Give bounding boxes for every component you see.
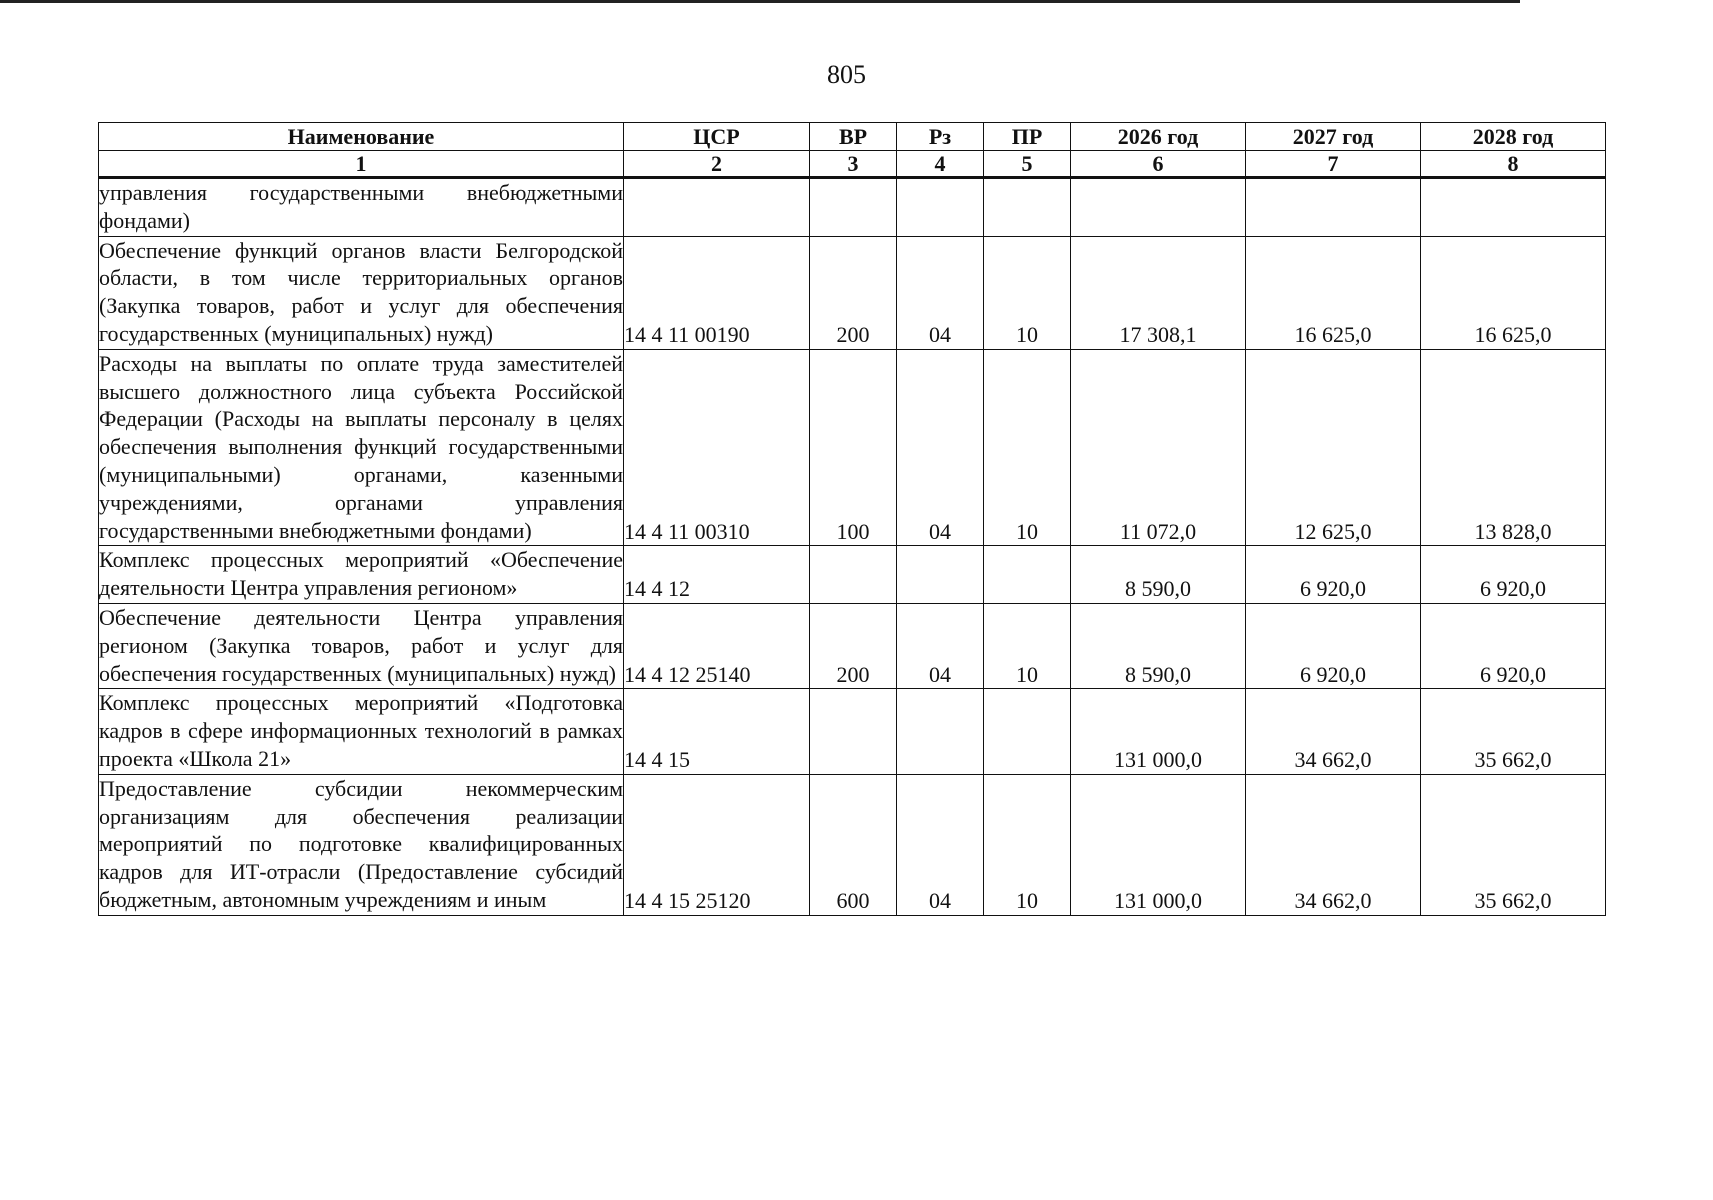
row-2027: 6 920,0	[1246, 546, 1421, 604]
row-vr	[810, 178, 897, 237]
row-2026: 8 590,0	[1071, 603, 1246, 688]
row-2027: 16 625,0	[1246, 236, 1421, 349]
table-row	[99, 178, 1606, 237]
row-name: Расходы на выплаты по оплате труда заместителей высшего должностного лица субъекта Российской Федерации (Расходы на выплаты персоналу в целях обеспечения выполнения функций государственными (муниципальными) органами, казенными учреждениями, органами управления государственными внебюджетными фондами)	[99, 349, 624, 546]
header-vr: ВР	[810, 123, 897, 151]
table-body	[99, 178, 1606, 916]
row-csr: 14 4 11 00310	[624, 349, 810, 546]
row-csr: 14 4 15	[624, 689, 810, 774]
row-rz	[897, 689, 984, 774]
row-name: Предоставление субсидии некоммерческим организациям для обеспечения реализации мероприятий по подготовке квалифицированных кадров для ИТ-отрасли (Предоставление субсидий бюджетным, автономным учреждениям и иным	[99, 774, 624, 915]
column-number-row	[99, 151, 1606, 178]
top-rule	[0, 0, 1520, 3]
row-vr: 600	[810, 774, 897, 915]
column-number: 6	[1071, 151, 1246, 178]
row-rz: 04	[897, 774, 984, 915]
row-2027: 6 920,0	[1246, 603, 1421, 688]
table-row	[99, 546, 1606, 604]
row-vr: 200	[810, 236, 897, 349]
row-2026: 131 000,0	[1071, 774, 1246, 915]
header-2028: 2028 год	[1421, 123, 1606, 151]
row-rz	[897, 546, 984, 604]
column-number: 2	[624, 151, 810, 178]
row-name: Обеспечение деятельности Центра управления регионом (Закупка товаров, работ и услуг для обеспечения государственных (муниципальных) нужд)	[99, 603, 624, 688]
row-pr: 10	[984, 603, 1071, 688]
table-row	[99, 236, 1606, 349]
row-csr: 14 4 15 25120	[624, 774, 810, 915]
row-2027: 12 625,0	[1246, 349, 1421, 546]
row-vr: 200	[810, 603, 897, 688]
row-vr: 100	[810, 349, 897, 546]
row-2028	[1421, 178, 1606, 237]
row-pr: 10	[984, 236, 1071, 349]
header-pr: ПР	[984, 123, 1071, 151]
row-2028: 35 662,0	[1421, 689, 1606, 774]
row-2028: 16 625,0	[1421, 236, 1606, 349]
row-name: управления государственными внебюджетными фондами)	[99, 178, 624, 237]
column-number: 8	[1421, 151, 1606, 178]
table-header	[99, 123, 1606, 178]
row-2028: 13 828,0	[1421, 349, 1606, 546]
row-vr	[810, 546, 897, 604]
page-number: 805	[827, 60, 866, 89]
row-2026: 8 590,0	[1071, 546, 1246, 604]
row-2028: 6 920,0	[1421, 546, 1606, 604]
row-name: Обеспечение функций органов власти Белгородской области, в том числе территориальных органов (Закупка товаров, работ и услуг для обеспечения государственных (муниципальных) нужд)	[99, 236, 624, 349]
column-number: 3	[810, 151, 897, 178]
table-row	[99, 689, 1606, 774]
column-number: 5	[984, 151, 1071, 178]
row-csr: 14 4 11 00190	[624, 236, 810, 349]
header-name: Наименование	[99, 123, 624, 151]
row-2028: 35 662,0	[1421, 774, 1606, 915]
row-rz	[897, 178, 984, 237]
row-2026	[1071, 178, 1246, 237]
header-2027: 2027 год	[1246, 123, 1421, 151]
row-csr: 14 4 12	[624, 546, 810, 604]
row-pr: 10	[984, 774, 1071, 915]
row-2027	[1246, 178, 1421, 237]
header-csr: ЦСР	[624, 123, 810, 151]
budget-table	[98, 122, 1606, 916]
row-pr	[984, 178, 1071, 237]
header-2026: 2026 год	[1071, 123, 1246, 151]
table-row	[99, 349, 1606, 546]
row-name: Комплекс процессных мероприятий «Обеспечение деятельности Центра управления регионом»	[99, 546, 624, 604]
header-rz: Рз	[897, 123, 984, 151]
column-number: 1	[99, 151, 624, 178]
row-csr	[624, 178, 810, 237]
row-pr	[984, 689, 1071, 774]
row-rz: 04	[897, 349, 984, 546]
column-number: 4	[897, 151, 984, 178]
row-2027: 34 662,0	[1246, 774, 1421, 915]
row-2027: 34 662,0	[1246, 689, 1421, 774]
row-rz: 04	[897, 603, 984, 688]
header-row	[99, 123, 1606, 151]
row-name: Комплекс процессных мероприятий «Подготовка кадров в сфере информационных технологий в рамках проекта «Школа 21»	[99, 689, 624, 774]
row-vr	[810, 689, 897, 774]
row-csr: 14 4 12 25140	[624, 603, 810, 688]
table-row	[99, 603, 1606, 688]
column-number: 7	[1246, 151, 1421, 178]
row-2026: 11 072,0	[1071, 349, 1246, 546]
table-row	[99, 774, 1606, 915]
row-2028: 6 920,0	[1421, 603, 1606, 688]
row-pr	[984, 546, 1071, 604]
row-rz: 04	[897, 236, 984, 349]
row-pr: 10	[984, 349, 1071, 546]
row-2026: 17 308,1	[1071, 236, 1246, 349]
row-2026: 131 000,0	[1071, 689, 1246, 774]
